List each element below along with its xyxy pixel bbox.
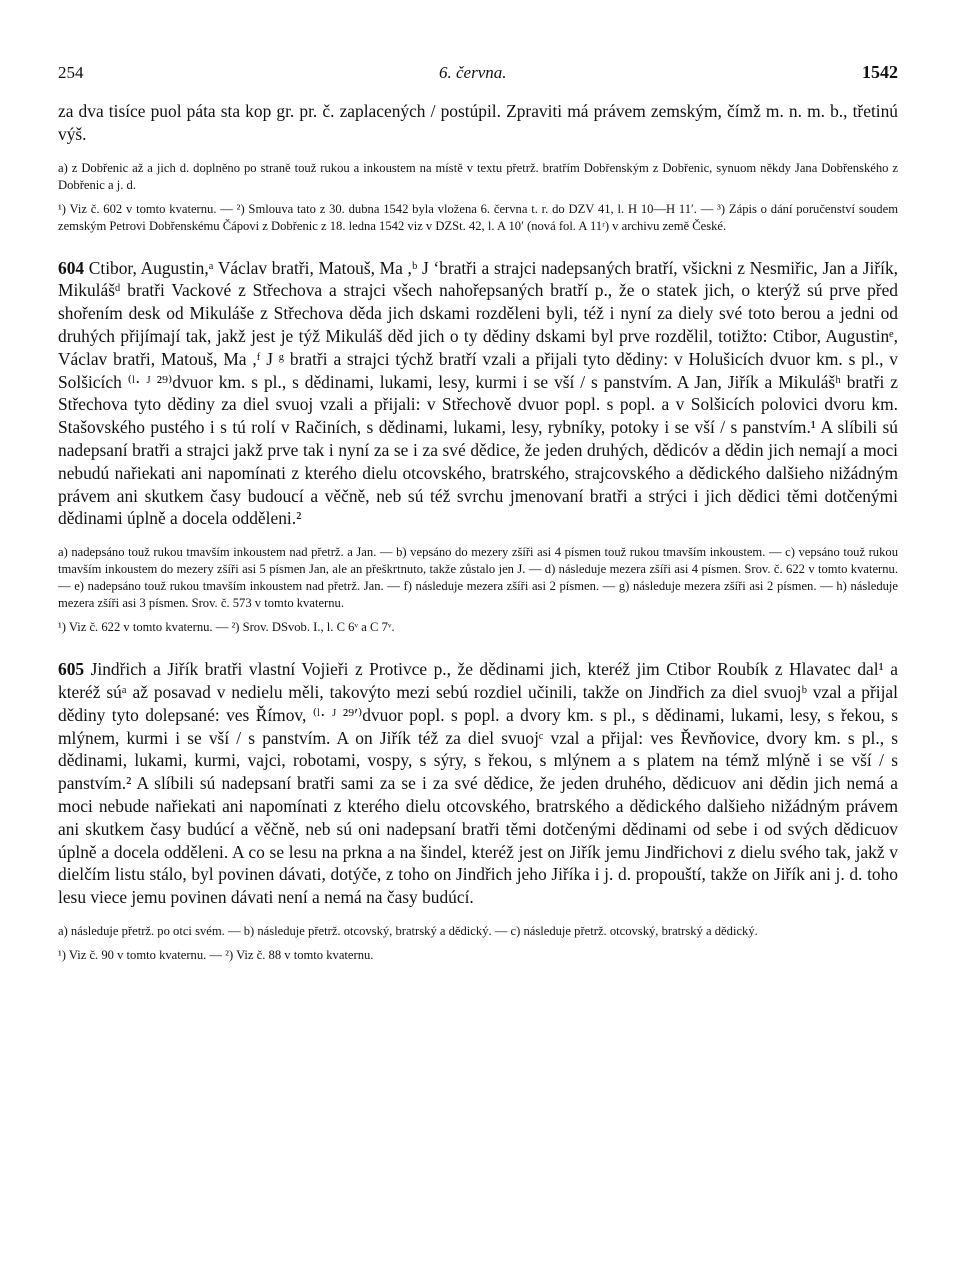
continuation-footnotes: ¹) Viz č. 602 v tomto kvaternu. — ²) Smlouva tato z 30. dubna 1542 byla vložena 6. června t. r. do DZV 41, l. H 10—H 11′. — ³) Zápis o dání poručenství soudem zemským Petrovi Dobřenskému Čápovi z Dobřenic z 18. ledna 1542 viz v DZSt. 42, l. A 10′ (nová fol. A 11ʳ) v archivu země České. xyxy=(58,201,898,233)
running-title: 6. června. xyxy=(438,63,507,82)
running-head xyxy=(58,62,898,86)
entry-605-footnotes: ¹) Viz č. 90 v tomto kvaternu. — ²) Viz č. 88 v tomto kvaternu. xyxy=(58,947,374,962)
entry-604 xyxy=(58,257,898,637)
document-page xyxy=(58,62,898,964)
page-number: 254 xyxy=(58,63,84,82)
entry-604-number: 604 xyxy=(58,257,85,278)
entry-605-body: Jindřich a Jiřík bratři vlastní Vojieři z Protivce p., že dědinami jich, kteréž jim Ctibor Roubík z Hlavatec dal¹ a kteréž súᵃ až posavad v nedielu měli, takovýto mezi sebú rozdiel učinili, takže on Jindřich za diel svuojᵇ vzal a přijal dědiny tyto dolepsané: ves Římov, ⁽ˡ· ᴶ ²⁹′⁾dvuor popl. s popl. a dvory km. s pl., s dědinami, lukami, lesy, s řekou, s mlýnem, kurmi i se vší / s panstvím. A on Jiřík též za diel svuojᶜ vzal a přijal: ves Řevňovice, dvory km. s pl., s dědinami, lukami, kurmi, vajci, robotami, vospy, s sýry, s řekou, s mlýnem a s platem na témž mlýně i se vší / s panstvím.² A slíbili sú nadepsaní bratři sami za se i za své dědice, že jeden druhého, dědicuov ani dědin jich nemá a moci nebude nařiekati ani napomínati z kterého dielu otcovského, bratrského a dědického dalšieho nižádným právem ani skutkem časy budúcí a věčně, neb sú oni nadepsaní bratři těmi dotčenými dědinami od sebe i od svých dědicuov úplně a docela odděleni. A co se lesu na prkna a na šindel, kteréž jest on Jiřík jemu Jindřichovi z dielu svého tak, jakž v dielčím listu stálo, byl povinen dávati, dotýče, z toho on Jindřich jeho Jiříka i j. d. propouští, takže on Jiřík ani j. d. toho lesu viece jemu povinen dávati není a nemá na časy budúcí. xyxy=(58,659,898,908)
continuation-text: za dva tisíce puol páta sta kop gr. pr. č. zaplacených / postúpil. Zpraviti má právem zemským, čímž m. n. m. b., třetinú výš. xyxy=(58,101,898,144)
entry-605-text xyxy=(58,658,898,909)
entry-605-apparatus: a) následuje přetrž. po otci svém. — b) následuje přetrž. otcovský, bratrský a dědický. — c) následuje přetrž. otcovský, bratrský a dědický. xyxy=(58,923,758,938)
entry-604-text xyxy=(58,257,898,531)
entry-604-apparatus: a) nadepsáno touž rukou tmavším inkoustem nad přetrž. a Jan. — b) vepsáno do mezery zšíři asi 4 písmen touž rukou tmavším inkoustem. — c) vepsáno touž rukou tmavším inkoustem do mezery zšíři asi 5 písmen Jan, ale an přeškrtnuto, takže zůstalo jen J. — d) následuje mezera zšíři asi 4 písmen. Srov. č. 622 v tomto kvaternu. — e) nadepsáno touž rukou tmavším inkoustem nad přetrž. Jan. — f) následuje mezera zšíři asi 2 písmen. — g) následuje mezera zšíři asi 2 písmen. — h) následuje mezera zšíři asi 3 písmen. Srov. č. 573 v tomto kvaternu. xyxy=(58,545,898,611)
entry-605 xyxy=(58,658,898,964)
entry-605-number: 605 xyxy=(58,659,85,680)
continuation-apparatus: a) z Dobřenic až a jich d. doplněno po straně touž rukou a inkoustem na místě v textu přetrž. bratřím Dobřenským z Dobřenic, synuom někdy Jana Dobřenského z Dobřenic a j. d. xyxy=(58,160,898,192)
entry-604-body: Ctibor, Augustin,ᵃ Václav bratři, Matouš, Ma ,ᵇ J ʻbratři a strajci nadepsaných bratří, všickni z Nesmiřic, Jan a Jiřík, Mikulášᵈ bratři Vackové z Střechova a strajci všech nahořepsaných bratří p., že o statek jich, o kterýž sú prve před shořením desk od Mikuláše z Střechova děda jich dskami rozděleni byli, též i nyní za diely své toto berou a jedni od druhých přijímají tak, jakž jest je týž Mikuláš děd jich o ty dědiny dskami byl prve rozdělil, totižto: Ctibor, Augustinᵉ, Václav bratři, Matouš, Ma ,ᶠ J ᵍ bratři a strajci týchž bratří vzali a přijali tyto dědiny: v Holušicích dvuor km. s pl., v Solšicích ⁽ˡ· ᴶ ²⁹⁾dvuor km. s pl., s dědinami, lukami, lesy, kurmi i se vší / s panstvím. A Jan, Jiřík a Mikulášʰ bratři z Střechova tyto dědiny za diel svuoj vzali a přijali: v Střechově dvuor popl. s popl. a v Solšicích polovici dvoru km. Stašovského pustého i s tú rolí v Račiních, s dědinami, lukami, lesy, rybníky, potoky i se vší / s panstvím.¹ A slíbili sú nadepsaní bratři a strajci jakž prve tak i nyní za se i za své dědice, že jeden druhých, dědicóv a dědin jich nemají a moci nebudú nařiekati ani napomínati z kterého dielu otcovského, bratrského, strajcovského a dědického dalšieho nižádným právem ani skutkem časy budoucí a věčně, neb sú též svrchu jmenovaní bratři a strýci i jich dědici těmi dotčenými dědinami úplně a docela odděleni.² xyxy=(58,257,898,529)
running-year: 1542 xyxy=(861,62,898,82)
entry-604-footnotes: ¹) Viz č. 622 v tomto kvaternu. — ²) Srov. DSvob. I., l. C 6ᵛ a C 7ᵛ. xyxy=(58,620,395,635)
